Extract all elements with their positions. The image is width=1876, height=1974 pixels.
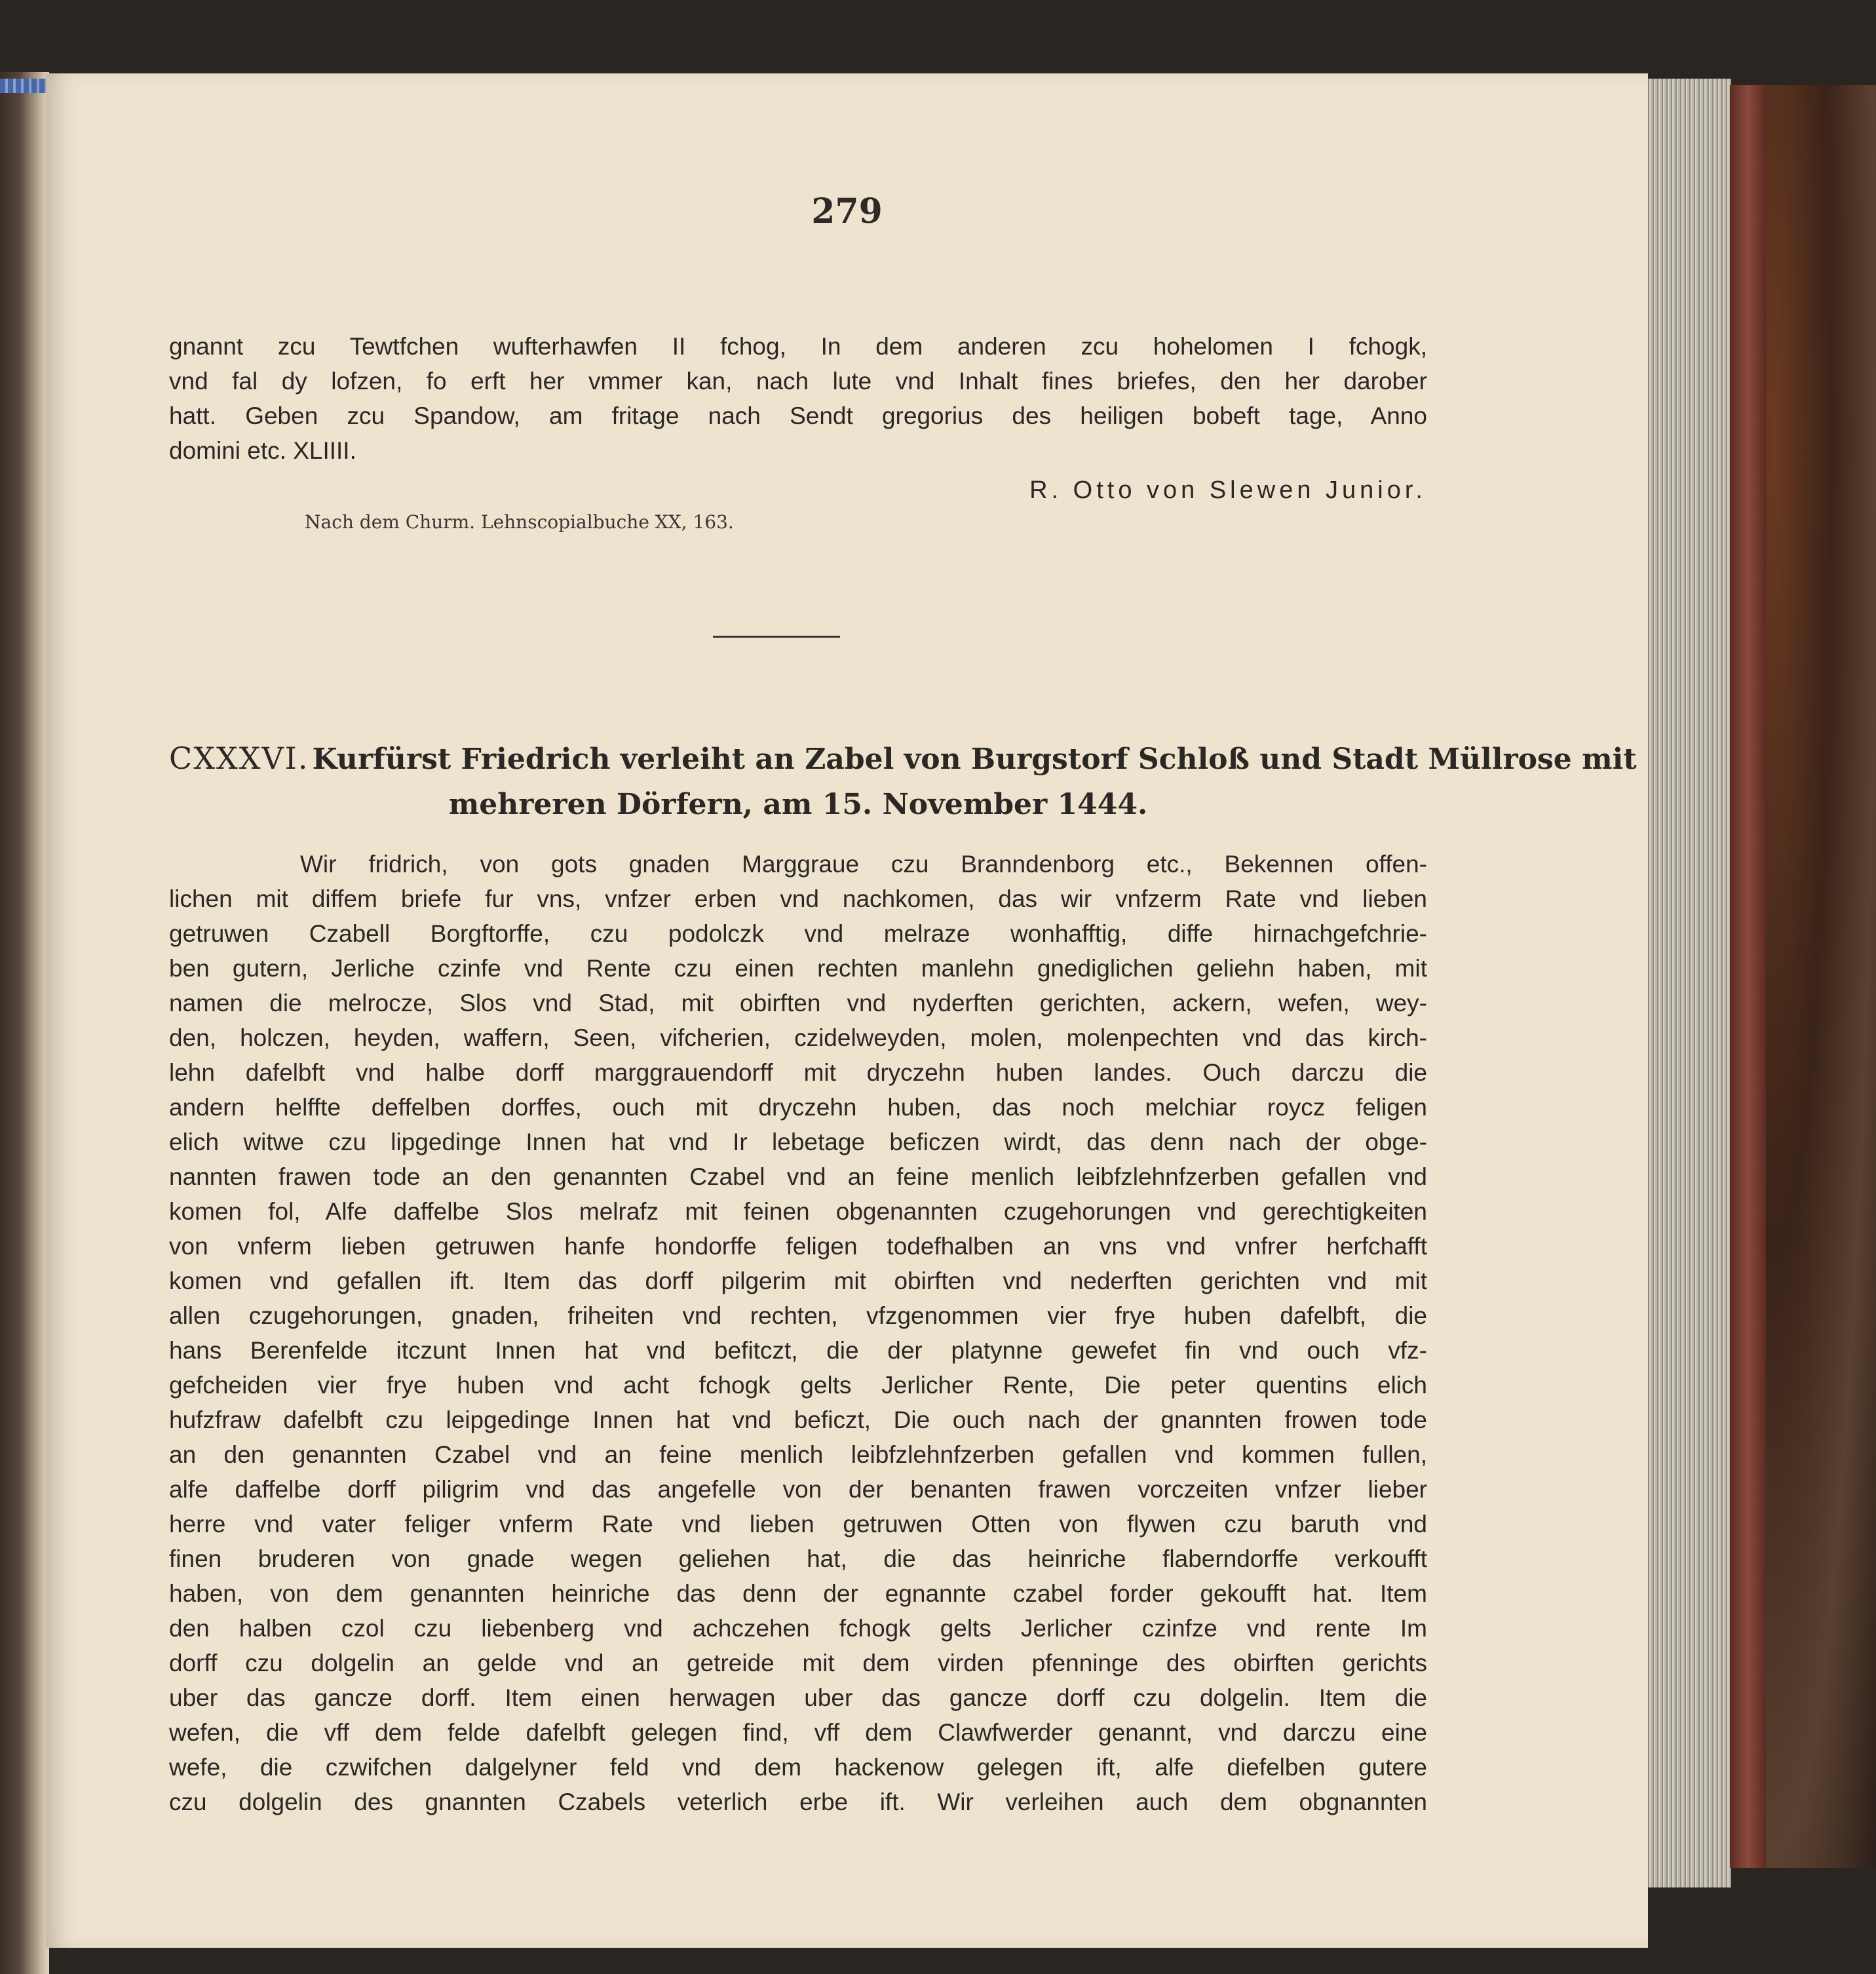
text-line: czu dolgelin des gnannten Czabels veterlich erbe ift. Wir verleihen auch dem obgnannten bbox=[169, 1789, 1427, 1815]
text-line: domini etc. XLIIII. bbox=[169, 437, 356, 464]
book-page bbox=[46, 73, 1648, 1948]
text-line: gefcheiden vier frye huben vnd acht fchogk gelts Jerlicher Rente, Die peter quentins elich bbox=[169, 1372, 1427, 1399]
text-line: den, holczen, heyden, waffern, Seen, vifcherien, czidelweyden, molen, molenpechten vnd das kirch- bbox=[169, 1024, 1427, 1051]
text-line: allen czugehorungen, gnaden, friheiten vnd rechten, vfzgenommen vier frye huben dafelbft, die bbox=[169, 1302, 1427, 1329]
text-line: Wir fridrich, von gots gnaden Marggraue czu Branndenborg etc., Bekennen offen- bbox=[300, 851, 1427, 878]
top-text-block bbox=[169, 329, 1427, 468]
document-number: CXXXVI. bbox=[169, 741, 309, 776]
text-line: den halben czol czu liebenberg vnd achczehen fchogk gelts Jerlicher czinfze vnd rente Im bbox=[169, 1615, 1427, 1642]
heading-title-line-2: mehreren Dörfern, am 15. November 1444. bbox=[448, 788, 1148, 821]
text-line: hatt. Geben zcu Spandow, am fritage nach Sendt gregorius des heiligen bobeft tage, Anno bbox=[169, 402, 1427, 429]
text-line: alfe daffelbe dorff piligrim vnd das angefelle von der benanten frawen vorczeiten vnfzer lieber bbox=[169, 1476, 1427, 1503]
heading-title-line-1: Kurfürst Friedrich verleiht an Zabel von Burgstorf Schloß und Stadt Müllrose mit bbox=[312, 743, 1637, 776]
text-line: namen die melrocze, Slos vnd Stad, mit obirften vnd nyderften gerichten, ackern, wefen, wey- bbox=[169, 990, 1427, 1016]
book-binding-left bbox=[0, 72, 49, 1974]
text-line: dorff czu dolgelin an gelde vnd an getreide mit dem virden pfenninge des obirften gerichts bbox=[169, 1650, 1427, 1676]
text-line: andern helffte deffelben dorffes, ouch mit dryczehn huben, das noch melchiar roycz feligen bbox=[169, 1094, 1427, 1121]
text-line: gnannt zcu Tewtfchen wufterhawfen II fchog, In dem anderen zcu hohelomen I fchogk, bbox=[169, 333, 1427, 360]
text-line: wefe, die czwifchen dalgelyner feld vnd dem hackenow gelegen ift, alfe diefelben gutere bbox=[169, 1754, 1427, 1781]
binding-ribbon bbox=[0, 79, 46, 93]
section-divider bbox=[713, 636, 840, 638]
body-text-block bbox=[169, 847, 1427, 1819]
text-line: getruwen Czabell Borgftorffe, czu podolczk vnd melraze wonhafftig, diffe hirnachgefchrie- bbox=[169, 920, 1427, 947]
text-line: haben, von dem genannten heinriche das denn der egnannte czabel forder gekoufft hat. Item bbox=[169, 1580, 1427, 1607]
text-line: vnd fal dy lofzen, fo erft her vmmer kan, nach lute vnd Inhalt fines briefes, den her darober bbox=[169, 368, 1427, 395]
text-line: ben gutern, Jerliche czinfe vnd Rente czu einen rechten manlehn gnediglichen geliehn haben, mit bbox=[169, 955, 1427, 982]
text-line: an den genannten Czabel vnd an feine menlich leibfzlehnfzerben gefallen vnd kommen fullen, bbox=[169, 1441, 1427, 1468]
text-line: elich witwe czu lipgedinge Innen hat vnd Ir lebetage beficzen wirdt, das denn nach der obge- bbox=[169, 1129, 1427, 1155]
text-line: finen bruderen von gnade wegen geliehen hat, die das heinriche flaberndorffe verkoufft bbox=[169, 1545, 1427, 1572]
text-line: lichen mit diffem briefe fur vns, vnfzer erben vnd nachkomen, das wir vnfzerm Rate vnd lieben bbox=[169, 885, 1427, 912]
text-line: komen vnd gefallen ift. Item das dorff pilgerim mit obirften vnd nederften gerichten vnd mit bbox=[169, 1268, 1427, 1294]
document-heading bbox=[169, 739, 1637, 824]
text-line: lehn dafelbft vnd halbe dorff marggrauendorff mit dryczehn huben landes. Ouch darczu die bbox=[169, 1059, 1427, 1086]
text-line: hans Berenfelde itczunt Innen hat vnd befitczt, die der platynne gewefet fin vnd ouch vfz- bbox=[169, 1337, 1427, 1364]
text-line: herre vnd vater feliger vnferm Rate vnd lieben getruwen Otten von flywen czu baruth vnd bbox=[169, 1511, 1427, 1538]
source-note: Nach dem Churm. Lehnscopialbuche XX, 163. bbox=[305, 511, 734, 533]
page-number: 279 bbox=[811, 191, 883, 231]
leather-spine-edge bbox=[1730, 85, 1766, 1868]
signature: R. Otto von Slewen Junior. bbox=[1029, 476, 1426, 504]
page-edges bbox=[1645, 79, 1731, 1887]
text-line: komen fol, Alfe daffelbe Slos melrafz mit feinen obgenannten czugehorungen vnd gerechtigkeiten bbox=[169, 1198, 1427, 1225]
text-line: nannten frawen tode an den genannten Czabel vnd an feine menlich leibfzlehnfzerben gefallen vnd bbox=[169, 1163, 1427, 1190]
text-line: von vnferm lieben getruwen hanfe hondorffe feligen todefhalben an vns vnd vnfrer herfchafft bbox=[169, 1233, 1427, 1260]
heading-row-1 bbox=[169, 739, 1637, 785]
text-line: hufzfraw dafelbft czu leipgedinge Innen hat vnd beficzt, Die ouch nach der gnannten frowen tode bbox=[169, 1406, 1427, 1433]
text-line: wefen, die vff dem felde dafelbft gelegen find, vff dem Clawfwerder genannt, vnd darczu eine bbox=[169, 1719, 1427, 1746]
text-line: uber das gancze dorff. Item einen herwagen uber das gancze dorff czu dolgelin. Item die bbox=[169, 1684, 1427, 1711]
